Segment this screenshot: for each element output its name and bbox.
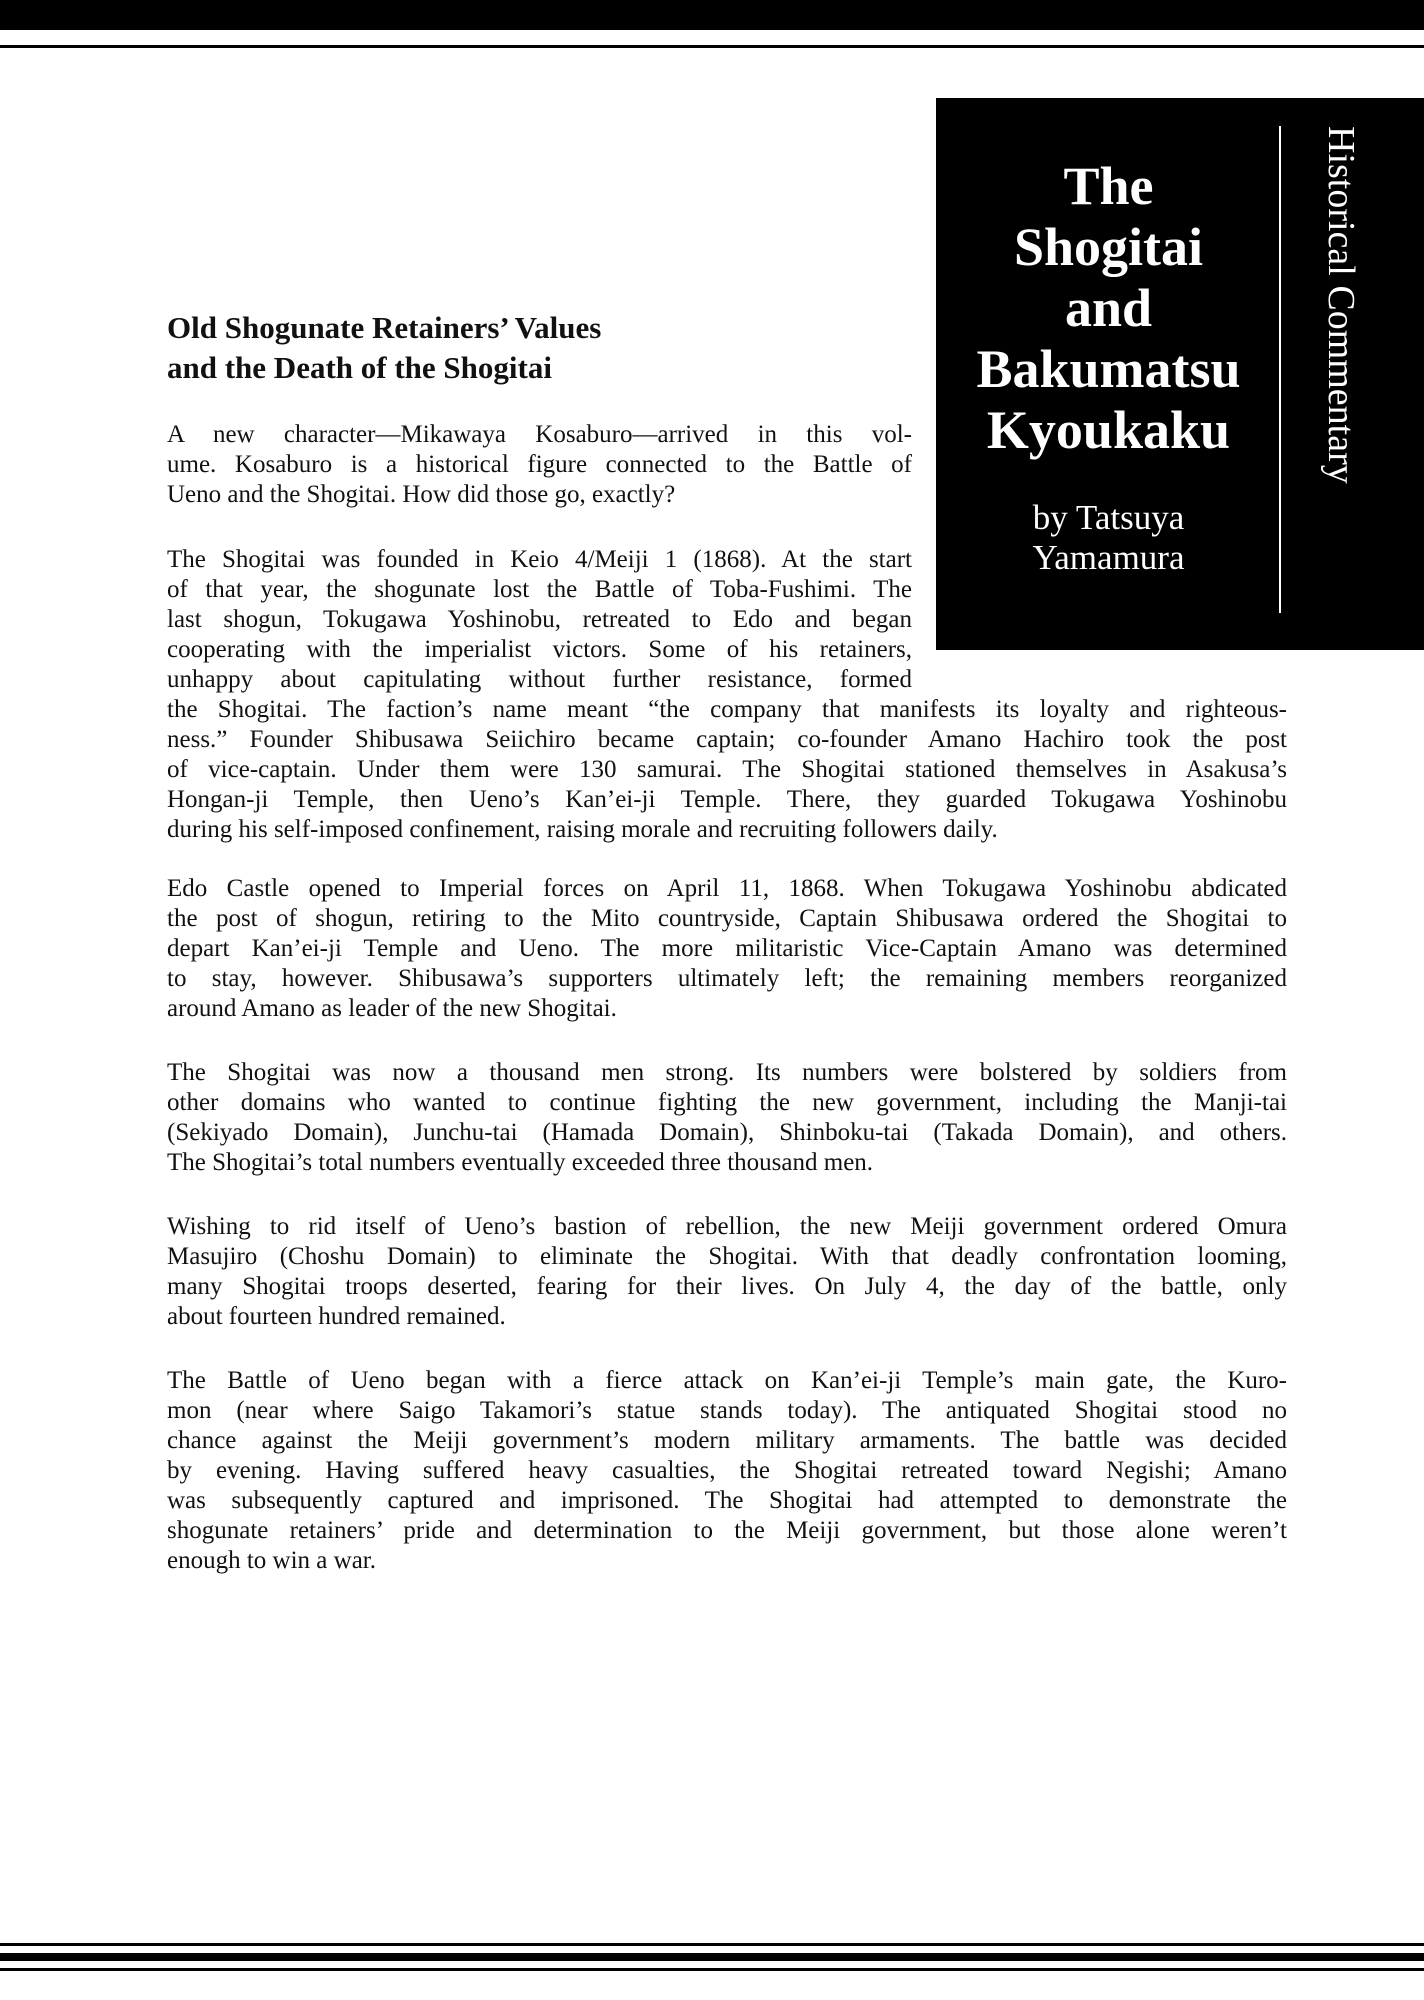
paragraph-1 <box>167 420 912 510</box>
text-line: (Sekiyado Domain), Junchu-tai (Hamada Domain), Shinboku-tai (Takada Domain), and others. <box>167 1119 1287 1146</box>
text-line: depart Kan’ei-ji Temple and Ueno. The more militaristic Vice-Captain Amano was determined <box>167 935 1287 962</box>
text-line: The Shogitai was founded in Keio 4/Meiji 1 (1868). At the start <box>167 546 912 573</box>
author-line: Yamamura <box>1032 538 1185 577</box>
title-line: Bakumatsu <box>976 339 1241 399</box>
text-line: of that year, the shogunate lost the Battle of Toba-Fushimi. The <box>167 576 912 603</box>
text-line: by evening. Having suffered heavy casualties, the Shogitai retreated toward Negishi; Amano <box>167 1457 1287 1484</box>
text-line: chance against the Meiji government’s modern military armaments. The battle was decided <box>167 1427 1287 1454</box>
article-series-title <box>936 156 1281 461</box>
text-line: The Battle of Ueno began with a fierce attack on Kan’ei-ji Temple’s main gate, the Kuro- <box>167 1367 1287 1394</box>
text-line: ume. Kosaburo is a historical figure connected to the Battle of <box>167 451 912 478</box>
title-line: and <box>1064 278 1153 338</box>
paragraph-2 <box>167 545 1287 845</box>
text-line: around Amano as leader of the new Shogitai. <box>167 995 617 1022</box>
author-line: by Tatsuya <box>1032 498 1185 537</box>
text-line: Masujiro (Choshu Domain) to eliminate the Shogitai. With that deadly confrontation looming, <box>167 1243 1287 1270</box>
text-line: The Shogitai was now a thousand men strong. Its numbers were bolstered by soldiers from <box>167 1059 1287 1086</box>
series-label-vertical: Historical Commentary <box>1320 126 1362 484</box>
text-line: mon (near where Saigo Takamori’s statue stands today). The antiquated Shogitai stood no <box>167 1397 1287 1424</box>
bottom-border-rule <box>0 1968 1424 1971</box>
text-line: about fourteen hundred remained. <box>167 1303 506 1330</box>
text-line: during his self-imposed confinement, raising morale and recruiting followers daily. <box>167 816 998 843</box>
text-line: to stay, however. Shibusawa’s supporters ultimately left; the remaining members reorganized <box>167 965 1287 992</box>
paragraph-6 <box>167 1366 1287 1576</box>
title-line: Kyoukaku <box>986 400 1231 460</box>
text-line: Ueno and the Shogitai. How did those go, exactly? <box>167 481 676 508</box>
title-line: Shogitai <box>1013 217 1204 277</box>
bottom-border-bar <box>0 1953 1424 1961</box>
text-line: cooperating with the imperialist victors. Some of his retainers, <box>167 636 912 663</box>
text-line: last shogun, Tokugawa Yoshinobu, retreated to Edo and began <box>167 606 912 633</box>
text-line: ness.” Founder Shibusawa Seiichiro became captain; co-founder Amano Hachiro took the post <box>167 726 1287 753</box>
text-line: Hongan-ji Temple, then Ueno’s Kan’ei-ji Temple. There, they guarded Tokugawa Yoshinobu <box>167 786 1287 813</box>
text-line: the Shogitai. The faction’s name meant “the company that manifests its loyalty and righteous- <box>167 696 1287 723</box>
heading-line: and the Death of the Shogitai <box>167 350 552 385</box>
text-line: The Shogitai’s total numbers eventually exceeded three thousand men. <box>167 1149 874 1176</box>
top-border-bar <box>0 0 1424 30</box>
text-line: of vice-captain. Under them were 130 samurai. The Shogitai stationed themselves in Asakusa’s <box>167 756 1287 783</box>
text-line: Edo Castle opened to Imperial forces on April 11, 1868. When Tokugawa Yoshinobu abdicated <box>167 875 1287 902</box>
article-heading <box>167 308 927 388</box>
heading-line: Old Shogunate Retainers’ Values <box>167 310 602 345</box>
title-divider <box>1279 126 1281 613</box>
text-line: other domains who wanted to continue fighting the new government, including the Manji-tai <box>167 1089 1287 1116</box>
text-line: many Shogitai troops deserted, fearing for their lives. On July 4, the day of the battle, only <box>167 1273 1287 1300</box>
text-line: A new character—Mikawaya Kosaburo—arrived in this vol- <box>167 421 912 448</box>
text-line: was subsequently captured and imprisoned. The Shogitai had attempted to demonstrate the <box>167 1487 1287 1514</box>
text-line: the post of shogun, retiring to the Mito countryside, Captain Shibusawa ordered the Shogitai to <box>167 905 1287 932</box>
title-line: The <box>1063 156 1154 216</box>
text-line: unhappy about capitulating without further resistance, formed <box>167 666 912 693</box>
bottom-border-rule <box>0 1943 1424 1946</box>
paragraph-3 <box>167 874 1287 1024</box>
text-line: shogunate retainers’ pride and determination to the Meiji government, but those alone weren’t <box>167 1517 1287 1544</box>
top-border-rule <box>0 45 1424 48</box>
paragraph-4 <box>167 1058 1287 1178</box>
paragraph-5 <box>167 1212 1287 1332</box>
text-line: Wishing to rid itself of Ueno’s bastion of rebellion, the new Meiji government ordered Omura <box>167 1213 1287 1240</box>
text-line: enough to win a war. <box>167 1547 376 1574</box>
